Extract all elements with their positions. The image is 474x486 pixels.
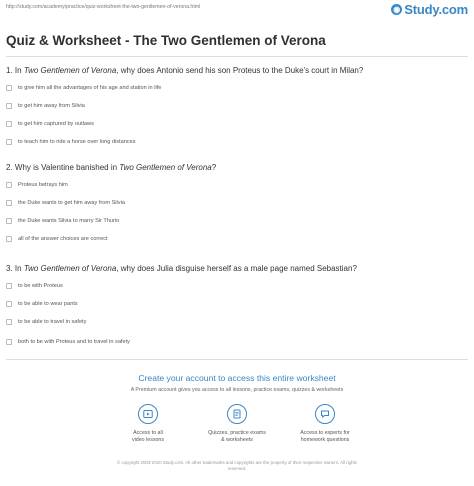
question-text-pre: In [14,66,24,75]
checkbox-icon[interactable] [6,236,12,242]
checkbox-icon[interactable] [6,85,12,91]
top-bar [0,0,474,19]
checkbox-icon[interactable] [6,103,12,109]
checkbox-icon[interactable] [6,200,12,206]
answer-option[interactable] [6,196,125,209]
answer-label: to give him all the advantages of his age and station in life [18,84,162,91]
checkbox-icon[interactable] [6,139,12,145]
answer-option[interactable] [6,315,86,328]
answer-label: all of the answer choices are correct [18,235,108,242]
logo-text: Study.com [404,1,468,17]
feature-label: Access to experts for homework questions [300,430,350,443]
question-text-italic: Two Gentlemen of Verona [119,163,212,172]
answer-option[interactable] [6,232,108,245]
question-1 [6,66,363,75]
answer-label: to teach him to ride a horse over long distances [18,138,136,145]
question-text-post: , why does Antonio send his son Proteus to the Duke's court in Milan? [116,66,364,75]
study-logo[interactable] [391,2,468,16]
answer-option[interactable] [6,178,68,191]
feature-video-lessons [103,404,193,444]
video-play-icon [138,404,158,424]
answer-label: both to be with Proteus and to travel in safety [18,338,130,345]
question-2 [6,163,216,172]
checkbox-icon[interactable] [6,301,12,307]
title-divider [6,56,468,57]
worksheet-icon [227,404,247,424]
page-title: Quiz & Worksheet - The Two Gentlemen of Verona [6,33,326,48]
answer-label: to be able to travel in safety [18,318,87,325]
answer-option[interactable] [6,297,78,310]
study-logo-icon: ◉ [391,4,402,15]
feature-worksheets [192,404,282,444]
answer-label: to be able to wear pants [18,300,78,307]
checkbox-icon[interactable] [6,283,12,289]
answer-option[interactable] [6,99,85,112]
question-number: 3. [6,264,13,273]
answer-label: the Duke wants to get him away from Silvia [18,199,125,206]
checkbox-icon[interactable] [6,182,12,188]
answer-option[interactable] [6,214,119,227]
copyright-footer: © copyright 2003-2020 Study.com. All other trademarks and copyrights are the property of their respective owners. All rights reserved. [117,460,357,471]
question-number: 2. [6,163,13,172]
answer-option[interactable] [6,335,130,348]
answer-option[interactable] [6,117,94,130]
answer-label: to get him away from Silvia [18,102,85,109]
checkbox-icon[interactable] [6,218,12,224]
question-text-post: , why does Julia disguise herself as a male page named Sebastian? [116,264,357,273]
answer-option[interactable] [6,81,161,94]
feature-label: Quizzes, practice exams & worksheets [208,430,266,443]
section-divider [6,359,468,360]
answer-label: the Duke wants Silvia to marry Sir Thurio [18,217,120,224]
answer-label: Proteus betrays him [18,181,68,188]
question-3 [6,264,357,273]
question-text-pre: Why is Valentine banished in [14,163,120,172]
question-text-italic: Two Gentlemen of Verona [23,66,117,75]
question-text-pre: In [14,264,24,273]
create-account-link[interactable]: Create your account to access this entire worksheet [138,373,336,383]
feature-experts [280,404,370,444]
page-url: http://study.com/academy/practice/quiz-worksheet-the-two-gentlemen-of-verona.html [6,4,201,10]
question-text-post: ? [211,163,217,172]
question-text-italic: Two Gentlemen of Verona [23,264,117,273]
premium-description: A Premium account gives you access to all lessons, practice exams, quizzes & worksheets [130,387,344,393]
expert-chat-icon [315,404,335,424]
question-number: 1. [6,66,13,75]
answer-label: to be with Proteus [18,282,63,289]
checkbox-icon[interactable] [6,319,12,325]
answer-option[interactable] [6,135,136,148]
feature-label: Access to all video lessons [131,430,165,443]
answer-option[interactable] [6,279,63,292]
checkbox-icon[interactable] [6,339,12,345]
answer-label: to get him captured by outlaws [18,120,94,127]
checkbox-icon[interactable] [6,121,12,127]
